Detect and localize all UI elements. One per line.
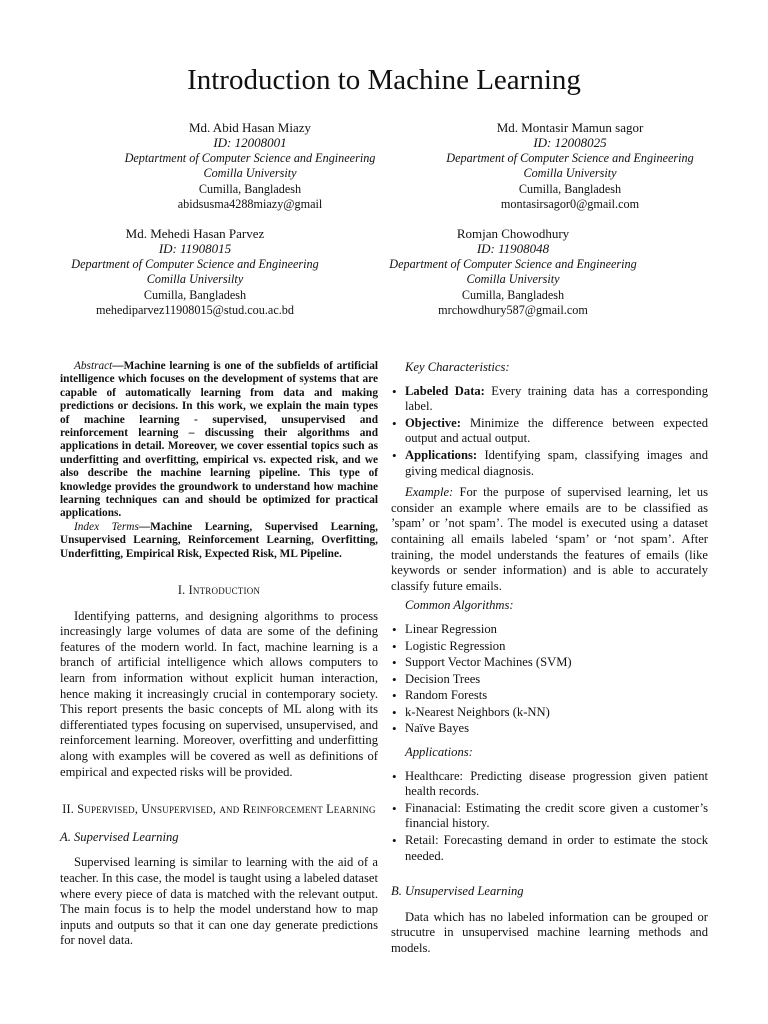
section-number: I. (177, 583, 186, 598)
item-text: Identifying spam, classifying images and giving medical diagnosis. (405, 447, 708, 478)
author-university: Comilla University (203, 166, 297, 181)
applications-heading: Applications: (405, 745, 473, 760)
left-column (60, 360, 378, 949)
example-paragraph (391, 485, 708, 594)
author-email: mehediparvez11908015@stud.cou.ac.bd (96, 303, 294, 318)
author-block (368, 226, 658, 318)
author-department: Department of Computer Science and Engineering (446, 150, 694, 165)
author-department: Department of Computer Science and Engineering (389, 256, 637, 271)
subsection-heading: B. Unsupervised Learning (391, 884, 524, 899)
author-name: Md. Montasir Mamun sagor (496, 120, 644, 135)
author-name: Md. Mehedi Hasan Parvez (125, 226, 265, 241)
list-item: • Finanacial: Estimating the credit score given a customer’s financial history. (391, 801, 708, 832)
example-label: Example: (405, 485, 454, 500)
example-text: For the purpose of supervised learning, let us consider an example where emails are to be classified as ’spam’ or ’not spam’. The model is executed using a dataset containing all emails labeled ‘spam’ or ‘not spam’. After training, the model understands the features of emails (like keywords or sender information) and is able to accurately classify future emails. (391, 485, 708, 593)
author-block (425, 120, 715, 212)
author-name: Romjan Chowodhury (456, 226, 570, 241)
list-item: • Decision Trees (391, 672, 708, 688)
author-department: Deptartment of Computer Science and Engineering (124, 150, 376, 165)
abstract-text: —Machine learning is one of the subfields of artificial intelligence which focuses on the development of systems that are capable of automatically learning from data and making predictions or decisions. In this work, we explain the main types of machine learning - supervised, unsupervised and reinforcement learning – discussing their algorithms and applications in detail. Moreover, we cover essential topics such as underfitting and overfitting, empirical vs. expected risk, and we also describe the machine learning pipeline. This type of knowledge provides the groundwork to understand how machine learning techniques can and should be optimized for practical applications. (60, 360, 378, 520)
list-item: • Retail: Forecasting demand in order to estimate the stock needed. (391, 833, 708, 864)
author-id: ID: 12008001 (213, 135, 287, 151)
abstract-label: Abstract (74, 360, 113, 372)
author-email: montasirsagor0@gmail.com (500, 197, 640, 212)
item-label: Objective: (405, 415, 461, 430)
section-heading (60, 583, 378, 599)
list-item (391, 416, 708, 447)
author-block (105, 120, 395, 212)
item-text: Every training data has a corresponding label. (405, 383, 708, 414)
author-department: Department of Computer Science and Engineering (71, 256, 319, 271)
author-university: Comilla Universilty (146, 272, 244, 287)
item-text: Minimize the difference between expected output and actual output. (405, 415, 708, 446)
intro-paragraph: Identifying patterns, and designing algorithms to process increasingly large volumes of data are some of the defining features of the modern world. In fact, machine learning is a branch of artificial intelligence which allows computers to learn from information without explicit human interaction, hence making it increasingly crucial in contemporary society. This report presents the basic concepts of ML along with its differentiated types focusing on supervised, unsupervised, and reinforcement learning. Moreover, overfitting and underfitting along with examples will be covered as well as definitions of empirical and expected risks will be provided. (60, 608, 378, 779)
author-email: mrchowdhury587@gmail.com (438, 303, 588, 318)
author-location: Cumilla, Bangladesh (518, 181, 622, 196)
subsection-heading: A. Supervised Learning (60, 829, 179, 844)
list-item: • Support Vector Machines (SVM) (391, 655, 708, 671)
index-terms-text: —Machine Learning, Supervised Learning, Unsupervised Learning, Reinforcement Learning, Overfitting, Underfitting, Empirical Risk, Expected Risk, ML Pipeline. (60, 520, 378, 560)
author-university: Comilla University (466, 272, 560, 287)
list-item (391, 384, 708, 415)
list-item: • Linear Regression (391, 622, 708, 638)
section-heading (60, 802, 378, 818)
list-item: • Healthcare: Predicting disease progression given patient health records. (391, 769, 708, 800)
supervised-paragraph: Supervised learning is similar to learning with the aid of a teacher. In this case, the model is taught using a labeled dataset where every piece of data is matched with the relevant output. The main focus is to help the model understand how to map inputs and outputs so that it can one day generate predictions for novel data. (60, 855, 378, 948)
author-email: abidsusma4288miazy@gmail (177, 197, 323, 212)
item-label: Labeled Data: (405, 383, 485, 398)
section-title: Introduction (188, 583, 261, 598)
author-id: ID: 11908015 (158, 241, 232, 257)
abstract (60, 360, 378, 521)
index-terms-label: Index Terms (74, 520, 139, 533)
list-item: • k-Nearest Neighbors (k-NN) (391, 705, 708, 721)
list-item: • Logistic Regression (391, 639, 708, 655)
section-title: Supervised, Unsupervised, and Reinforcement Learning (77, 802, 376, 817)
author-id: ID: 11908048 (476, 241, 550, 257)
author-id: ID: 12008025 (533, 135, 607, 151)
author-block (45, 226, 345, 318)
author-location: Cumilla, Bangladesh (198, 181, 302, 196)
section-number: II. (62, 802, 75, 817)
paper-title: Introduction to Machine Learning (187, 64, 581, 96)
key-characteristics-list (391, 384, 708, 480)
author-university: Comilla University (523, 166, 617, 181)
index-terms (60, 521, 378, 561)
applications-list (391, 769, 708, 865)
key-characteristics-heading: Key Characteristics: (405, 360, 510, 374)
unsupervised-paragraph: Data which has no labeled information can be grouped or strucutre in unsupervised machine learning methods and models. (391, 909, 708, 955)
list-item (391, 448, 708, 479)
author-location: Cumilla, Bangladesh (461, 287, 565, 302)
algorithms-list (391, 622, 708, 737)
list-item: • Random Forests (391, 688, 708, 704)
algorithms-heading: Common Algorithms: (405, 598, 514, 613)
list-item: • Naïve Bayes (391, 721, 708, 737)
author-location: Cumilla, Bangladesh (143, 287, 247, 302)
right-column (391, 360, 708, 957)
item-label: Applications: (405, 447, 478, 462)
author-name: Md. Abid Hasan Miazy (188, 120, 312, 135)
